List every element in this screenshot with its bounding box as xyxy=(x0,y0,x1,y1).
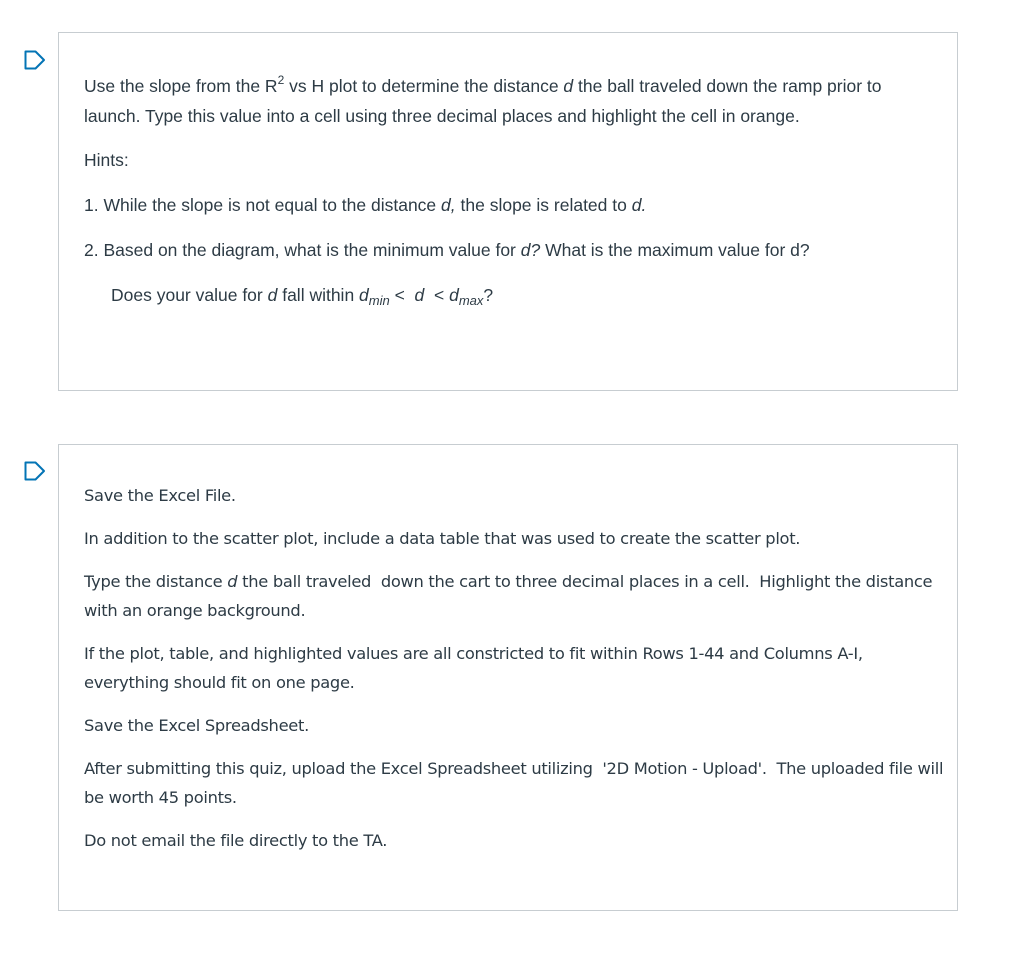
question-2-card xyxy=(58,444,958,911)
question-2-text xyxy=(84,481,949,869)
flag-question-1-button[interactable] xyxy=(24,50,46,70)
bookmark-flag-icon xyxy=(24,461,46,481)
instruction-type-distance: Type the distance d the ball traveled down the cart to three decimal places in a cell. Highlight the distance with an orange background. xyxy=(84,572,938,620)
instruction-fit-page: If the plot, table, and highlighted values are all constricted to fit within Rows 1-44 and Columns A-I, everything should fit on one page. xyxy=(84,644,863,692)
question-1-text xyxy=(84,71,914,310)
hint-2: 2. Based on the diagram, what is the minimum value for d? What is the maximum value for d? xyxy=(84,240,810,260)
hint-2-followup: Does your value for d fall within $d_{min} < d < d_{max}$? xyxy=(111,285,494,308)
instruction-include-table: In addition to the scatter plot, include a data table that was used to create the scatter plot. xyxy=(84,529,801,548)
instruction-save-file: Save the Excel File. xyxy=(84,486,236,505)
instruction-save-spreadsheet: Save the Excel Spreadsheet. xyxy=(84,716,309,735)
question-1-card xyxy=(58,32,958,391)
bookmark-flag-icon xyxy=(24,50,46,70)
hint-1: 1. While the slope is not equal to the distance d, the slope is related to d. xyxy=(84,195,647,215)
hints-label: Hints: xyxy=(84,150,129,170)
flag-question-2-button[interactable] xyxy=(24,461,46,481)
instruction-no-email: Do not email the file directly to the TA. xyxy=(84,831,388,850)
instruction-upload: After submitting this quiz, upload the Excel Spreadsheet utilizing '2D Motion - Upload'. The uploaded file will be worth 45 points. xyxy=(84,759,949,807)
question-1-instructions: Use the slope from the $R^2$ vs H plot to determine the distance d the ball traveled down the ramp prior to launch. Type this value into a cell using three decimal places and highlight the cell in orange. xyxy=(84,73,882,126)
